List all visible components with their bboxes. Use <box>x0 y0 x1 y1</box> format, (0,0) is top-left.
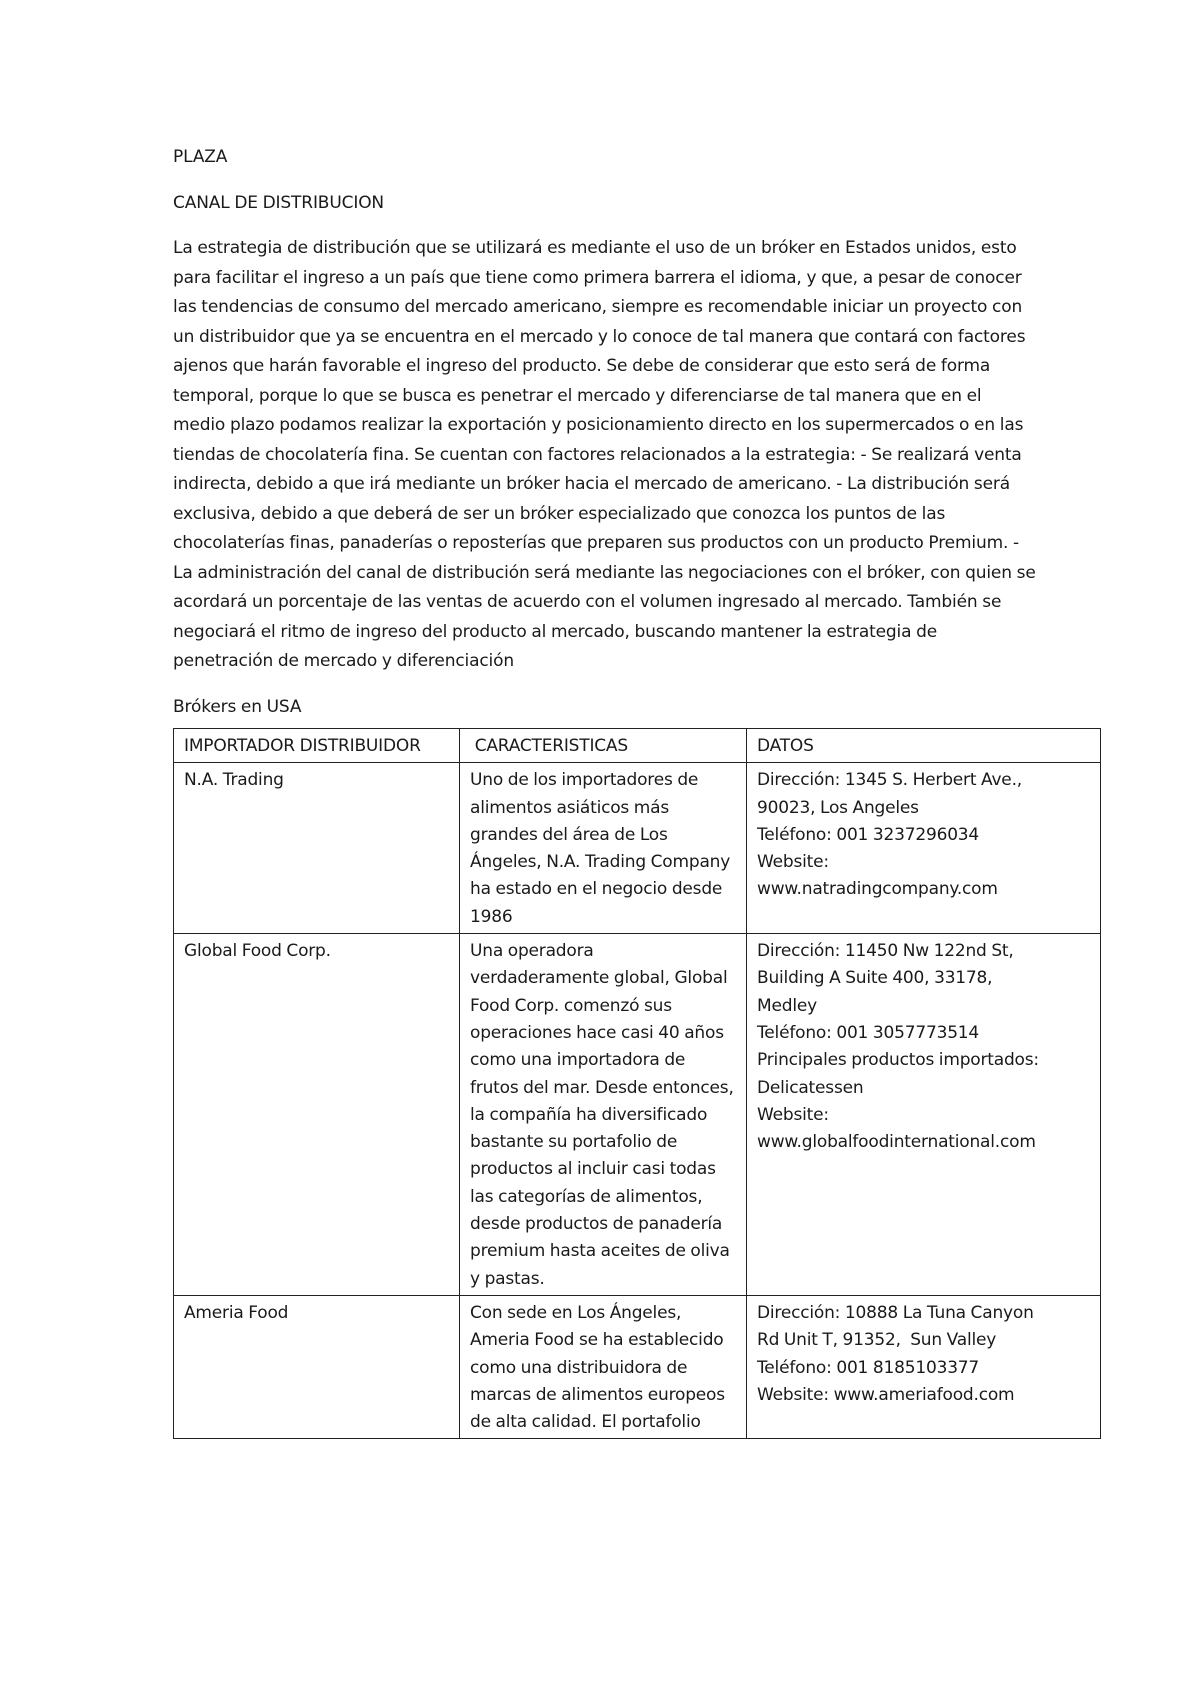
row-description-text: Con sede en Los Ángeles, Ameria Food se ha establecido como una distribuidora de marcas de alimentos europeos de alta calidad. El portafolio <box>470 1302 725 1433</box>
table-row <box>174 1295 1101 1438</box>
row-data-line: Delicatessen <box>757 1077 864 1098</box>
row-data-line: Dirección: 1345 S. Herbert Ave., <box>757 770 1022 791</box>
row-data-line: Rd Unit T, 91352, Sun Valley <box>757 1330 997 1351</box>
brokers-table <box>173 728 1101 1439</box>
strategy-paragraph: La estrategia de distribución que se utilizará es mediante el uso de un bróker en Estados unidos, esto para facilitar el ingreso a un país que tiene como primera barrera el idioma, y que, a pesar de conocer las tendencias de consumo del mercado americano, siempre es recomendable iniciar un proyecto con un distribuidor que ya se encuentra en el mercado y lo conoce de tal manera que contará con factores ajenos que harán favorable el ingreso del producto. Se debe de considerar que esto será de forma temporal, porque lo que se busca es penetrar el mercado y diferenciarse de tal manera que en el medio plazo podamos realizar la exportación y posicionamiento directo en los supermercados o en las tiendas de chocolatería fina. Se cuentan con factores relacionados a la estrategia: - Se realizará venta indirecta, debido a que irá mediante un bróker hacia el mercado de americano. - La distribución será exclusiva, debido a que deberá de ser un bróker especializado que conozca los puntos de las chocolaterías finas, panaderías o reposterías que preparen sus productos con un producto Premium. - La administración del canal de distribución será mediante las negociaciones con el bróker, con quien se acordará un porcentaje de las ventas de acuerdo con el volumen ingresado al mercado. También se negociará el ritmo de ingreso del producto al mercado, buscando mantener la estrategia de penetración de mercado y diferenciación <box>173 238 1036 671</box>
row-data <box>747 934 1101 1296</box>
row-data-line: Dirección: 11450 Nw 122nd St, <box>757 941 1014 962</box>
row-data-line: Teléfono: 001 3057773514 <box>757 1022 980 1043</box>
row-data-line: Teléfono: 001 8185103377 <box>757 1357 980 1378</box>
row-data-line: www.natradingcompany.com <box>757 879 998 900</box>
row-data-line: www.globalfoodinternational.com <box>757 1132 1036 1153</box>
row-description: Uno de los importadores de alimentos asiáticos más grandes del área de Los Ángeles, N.A. Trading Company ha estado en el negocio desde 1986 <box>460 763 747 934</box>
section-title: PLAZA <box>173 147 228 167</box>
header-importer: IMPORTADOR DISTRIBUIDOR <box>174 729 460 763</box>
table-header-row <box>174 729 1101 763</box>
table-title: Brókers en USA <box>173 696 302 717</box>
row-description <box>460 1295 747 1438</box>
section-subtitle: CANAL DE DISTRIBUCION <box>173 192 384 213</box>
header-data: DATOS <box>747 729 1101 763</box>
row-data-line: Principales productos importados: <box>757 1050 1039 1071</box>
row-data-line: Medley <box>757 995 817 1016</box>
row-name: Ameria Food <box>174 1295 460 1438</box>
row-data-line: Dirección: 10888 La Tuna Canyon <box>757 1302 1034 1323</box>
row-description: Una operadora verdaderamente global, Global Food Corp. comenzó sus operaciones hace casi 40 años como una importadora de frutos del mar. Desde entonces, la compañía ha diversificado bastante su portafolio de productos al incluir casi todas las categorías de alimentos, desde productos de panadería premium hasta aceites de oliva y pastas. <box>460 934 747 1296</box>
table-row <box>174 763 1101 934</box>
document-page <box>173 143 1038 1439</box>
header-characteristics: CARACTERISTICAS <box>460 729 747 763</box>
row-data-line: Website: <box>757 852 829 873</box>
table-row <box>174 934 1101 1296</box>
row-data-line: Building A Suite 400, 33178, <box>757 968 993 989</box>
row-name: N.A. Trading <box>174 763 460 934</box>
row-data-line: 90023, Los Angeles <box>757 797 919 818</box>
row-name: Global Food Corp. <box>174 934 460 1296</box>
row-data-line: Teléfono: 001 3237296034 <box>757 824 980 845</box>
row-data <box>747 763 1101 934</box>
row-data <box>747 1295 1101 1438</box>
row-data-line: Website: <box>757 1104 829 1125</box>
row-data-line: Website: www.ameriafood.com <box>757 1384 1015 1405</box>
